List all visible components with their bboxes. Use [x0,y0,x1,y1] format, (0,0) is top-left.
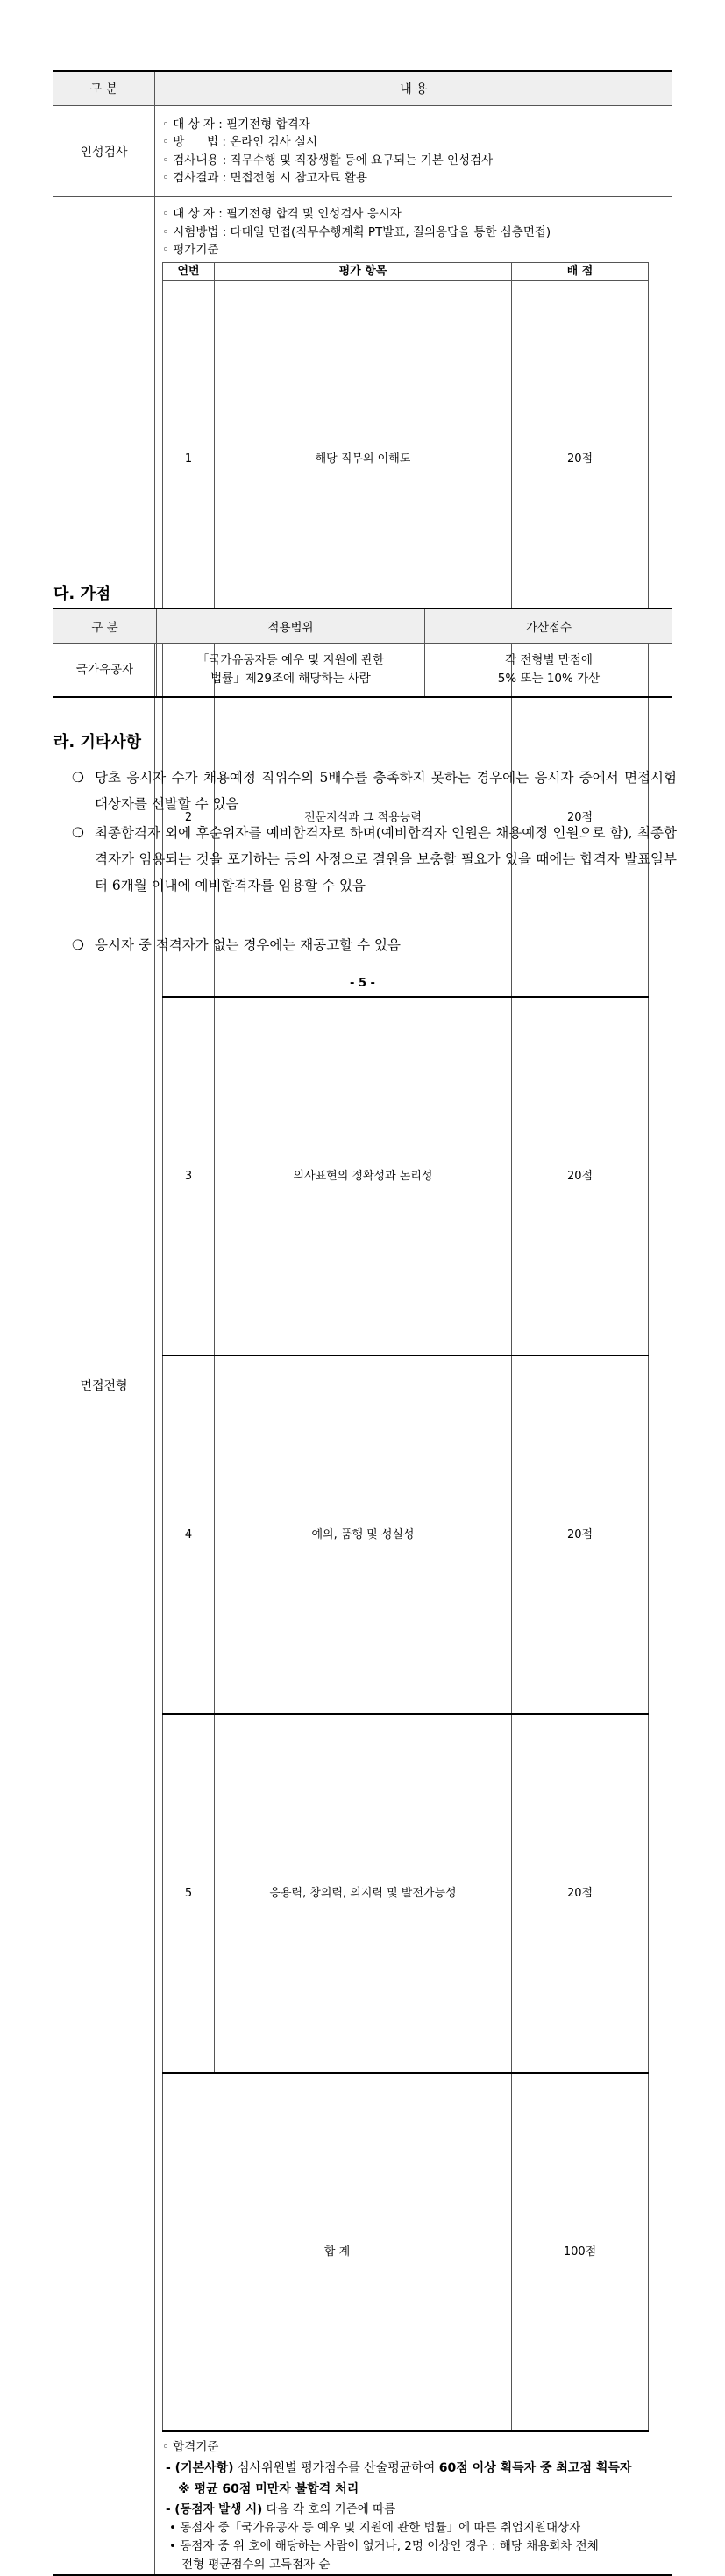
bonus-scope-line: 「국가유공자등 예우 및 지원에 관한 [196,653,385,667]
bonus-table [53,608,672,698]
bonus-heading: 다. 가점 [53,585,111,603]
tie-rule-text: 다음 각 호의 기준에 따름 [262,2501,396,2516]
eval-total-value: 100점 [512,2073,649,2431]
interview-line: ◦ 대 상 자 : 필기전형 합격 및 인성검사 응시자 [162,207,402,221]
tie-rule [162,2500,672,2519]
eval-item: 의사표현의 정확성과 논리성 [215,997,512,1356]
misc-item-text: 최종합격자 외에 후순위자를 예비합격자로 하며(예비합격자 인원은 채용예정 인원으로 함), 최종합격자가 임용되는 것을 포기하는 등의 사정으로 결원을 보충할 필요가 있을 때에는 합격자 발표일부터 6개월 이내에 예비합격자를 임용할 수 있음 [95,825,677,893]
page-number: - 5 - [350,977,375,990]
misc-item [72,765,677,817]
eval-no: 5 [163,1714,215,2073]
pass-criteria-title: ◦ 합격기준 [162,2439,219,2454]
personality-line: ◦ 방 법 : 온라인 검사 실시 [162,135,318,149]
eval-row [163,997,649,1356]
eval-score: 20점 [512,1714,649,2073]
personality-line: ◦ 검사결과 : 면접전형 시 참고자료 활용 [162,171,367,185]
bonus-header-points: 가산점수 [425,608,673,644]
personality-line: ◦ 대 상 자 : 필기전형 합격자 [162,117,310,132]
eval-header-score: 배 점 [512,262,649,280]
personality-label: 인성검사 [53,106,155,197]
eval-score: 20점 [512,280,649,638]
eval-item: 예의, 품행 및 성실성 [215,1356,512,1714]
eval-row [163,1356,649,1714]
personality-content [155,106,673,197]
personality-line: ◦ 검사내용 : 직무수행 및 직장생활 등에 요구되는 기본 인성검사 [162,153,494,167]
bonus-header-category: 구 분 [53,608,157,644]
bonus-scope-line: 법률」제29조에 해당하는 사람 [210,672,371,686]
circle-bullet-icon: ❍ [72,770,84,786]
misc-heading: 라. 기타사항 [53,733,142,751]
screening-table-header [53,71,672,106]
header-category: 구 분 [53,71,155,106]
eval-item: 해당 직무의 이해도 [215,280,512,638]
eval-total-row [163,2073,649,2431]
fail-note: ※ 평균 60점 미만자 불합격 처리 [178,2481,359,2496]
eval-row [163,280,649,638]
eval-row [163,1714,649,2073]
misc-item [72,820,677,899]
bonus-points-line: 각 전형별 만점에 [505,653,593,667]
eval-no: 2 [163,638,215,997]
eval-no: 1 [163,280,215,638]
eval-no: 4 [163,1356,215,1714]
bonus-points-line: 5% 또는 10% 가산 [497,672,601,686]
basic-rule-label: - (기본사항) [166,2460,234,2475]
interview-label: 면접전형 [53,197,155,2575]
eval-header-no: 연번 [163,262,215,280]
circle-bullet-icon: ❍ [72,937,84,953]
interview-line: ◦ 평가기준 [162,243,219,257]
eval-item: 응용력, 창의력, 의지력 및 발전가능성 [215,1714,512,2073]
header-content: 내 용 [155,71,673,106]
eval-score: 20점 [512,1356,649,1714]
eval-no: 3 [163,997,215,1356]
tie-rule-label: - (동점자 발생 시) [166,2501,263,2516]
interview-line: ◦ 시험방법 : 다대일 면접(직무수행계획 PT발표, 질의응답을 통한 심층면접) [162,224,551,239]
eval-header-row [163,262,649,280]
eval-score: 20점 [512,638,649,997]
eval-item: 전문지식과 그 적용능력 [215,638,512,997]
bonus-row [53,644,672,698]
evaluation-criteria-table [162,262,649,2432]
eval-header-item: 평가 항목 [215,262,512,280]
tie-item: • 동점자 중 위 호에 해당하는 사람이 없거나, 2명 이상인 경우 : 해당 채용회차 전체 [169,2538,599,2553]
basic-rule-emph: 60점 이상 획득자 중 최고점 획득자 [438,2460,632,2475]
pass-basic-rule [162,2458,672,2479]
tie-item-cont: 전형 평균점수의 고득점자 순 [181,2557,331,2572]
tie-item: • 동점자 중「국가유공자 등 예우 및 지원에 관한 법률」에 따른 취업지원대상자 [169,2520,581,2535]
screening-table [53,70,672,2576]
basic-rule-text: 심사위원별 평가점수를 산술평균하여 [233,2460,439,2475]
misc-item-text: 응시자 중 적격자가 없는 경우에는 재공고할 수 있음 [95,937,401,953]
misc-item [72,932,677,958]
eval-total-label: 합 계 [163,2073,512,2431]
row-interview [53,197,672,2575]
bonus-header-row [53,608,672,644]
eval-score: 20점 [512,997,649,1356]
bonus-scope [157,644,425,698]
circle-bullet-icon: ❍ [72,825,84,841]
bonus-header-scope: 적용범위 [157,608,425,644]
bonus-points [425,644,673,698]
row-personality-test [53,106,672,197]
interview-content [155,197,673,2575]
misc-item-text: 당초 응시자 수가 채용예정 직위수의 5배수를 충족하지 못하는 경우에는 응시자 중에서 면접시험 대상자를 선발할 수 있음 [95,770,677,812]
bonus-category: 국가유공자 [53,644,157,698]
